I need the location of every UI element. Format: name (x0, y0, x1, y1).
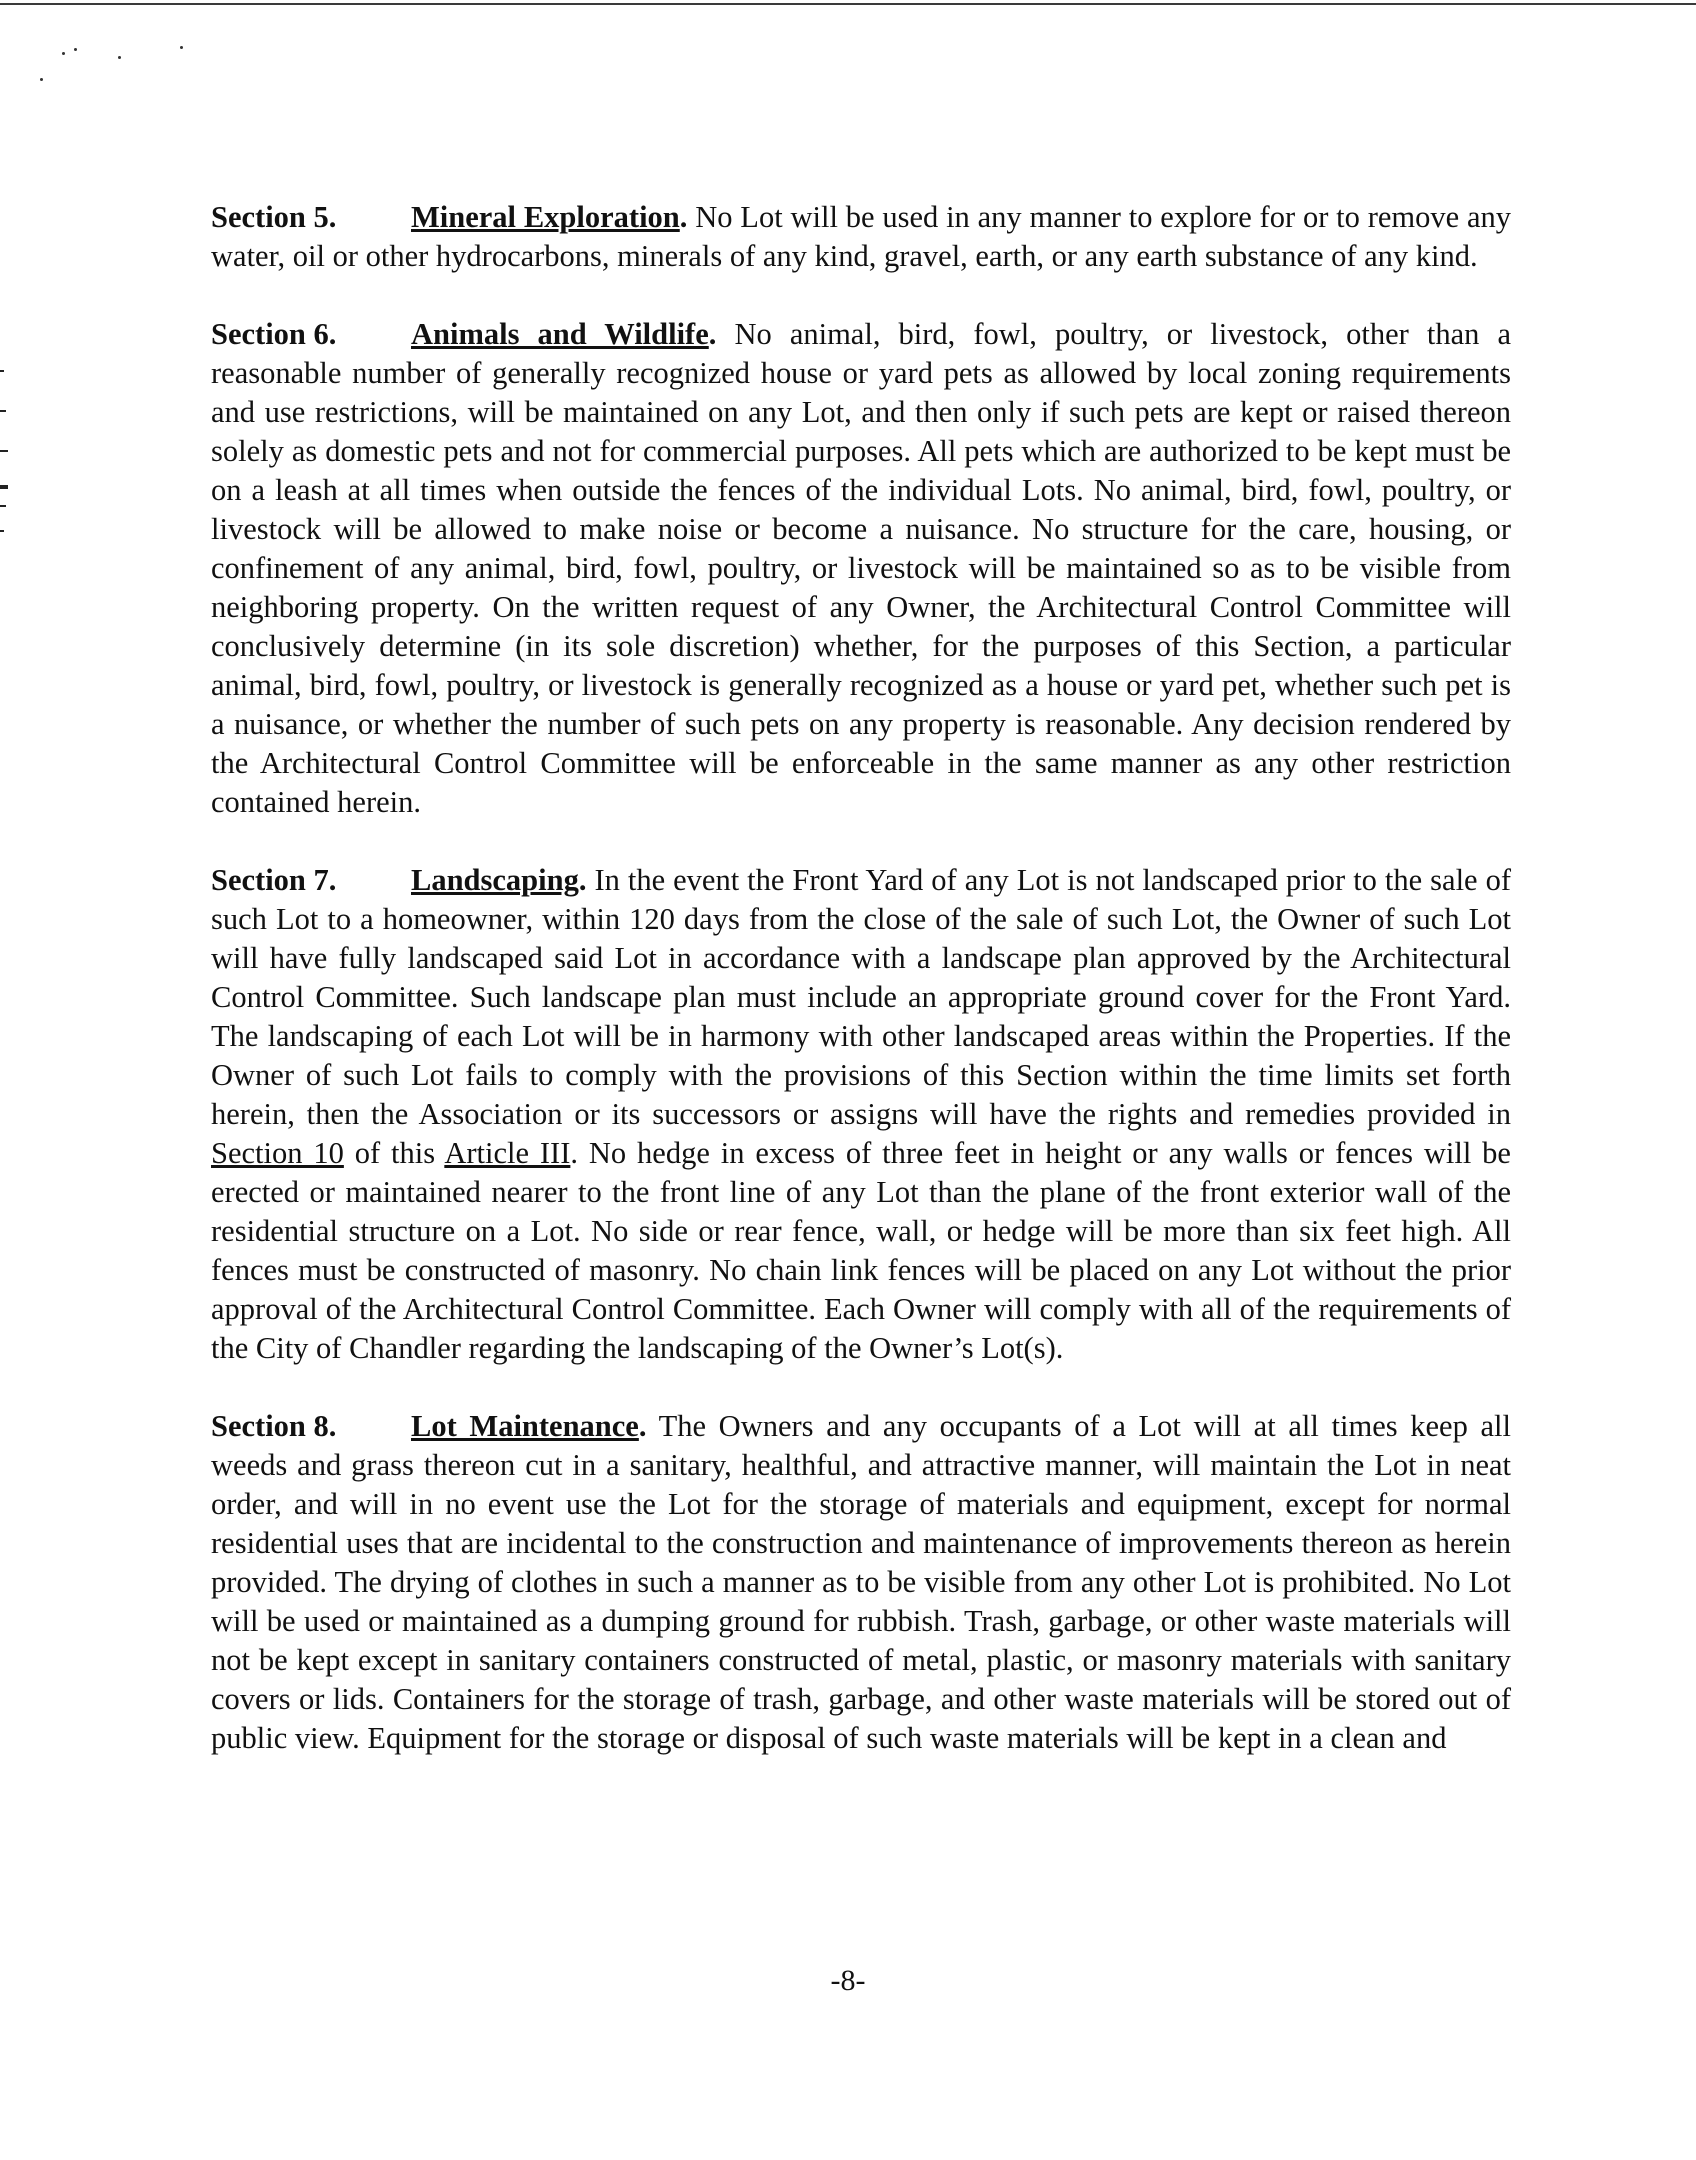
document-body (211, 198, 1511, 1797)
scan-speck (180, 46, 183, 49)
section-label: Section 6. (211, 317, 337, 351)
section-label: Section 7. (211, 863, 337, 897)
scan-speck (118, 56, 121, 59)
section-body: No Lot will be used in any manner to explore for or to remove any water, oil or other hydrocarbons, minerals of any kind, gravel, earth, or any earth substance of any kind. (211, 200, 1512, 273)
section-body: No animal, bird, fowl, poultry, or livestock, other than a reasonable number of generally recognized house or yard pets as allowed by local zoning requirements and use restrictions, will be maintained on any Lot, and then only if such pets are kept or raised thereon solely as domestic pets and not for commercial purposes. All pets which are authorized to be kept must be on a leash at all times when outside the fences of the individual Lots. No animal, bird, fowl, poultry, or livestock will be allowed to make noise or become a nuisance. No structure for the care, housing, or confinement of any animal, bird, fowl, poultry, or livestock will be maintained so as to be visible from neighboring property. On the written request of any Owner, the Architectural Control Committee will conclusively determine (in its sole discretion) whether, for the purposes of this Section, a particular animal, bird, fowl, poultry, or livestock is generally recognized as a house or yard pet, whether such pet is a nuisance, or whether the number of such pets on any property is reasonable. Any decision rendered by the Architectural Control Committee will be enforceable in the same manner as any other restriction contained herein. (211, 317, 1511, 819)
section-8: Section 8. Lot Maintenance. The Owners and any occupants of a Lot will at all times keep all weeds and grass thereon cut in a sanitary, healthful, and attractive manner, will maintain the Lot in neat order, and will in no event use the Lot for the storage of materials and equipment, except for normal residential uses that are incidental to the construction and maintenance of improvements thereon as herein provided. The drying of clothes in such a manner as to be visible from any other Lot is prohibited. No Lot will be used or maintained as a dumping ground for rubbish. Trash, garbage, or other waste materials will not be kept except in sanitary containers constructed of metal, plastic, or masonry materials with sanitary covers or lids. Containers for the storage of trash, garbage, and other waste materials will be stored out of public view. Equipment for the storage or disposal of such waste materials will be kept in a clean and (211, 1409, 1511, 1755)
section-body: The Owners and any occupants of a Lot will at all times keep all weeds and grass thereon cut in a sanitary, healthful, and attractive manner, will maintain the Lot in neat order, and will in no event use the Lot for the storage of materials and equipment, except for normal residential uses that are incidental to the construction and maintenance of improvements thereon as herein provided. The drying of clothes in such a manner as to be visible from any other Lot is prohibited. No Lot will be used or maintained as a dumping ground for rubbish. Trash, garbage, or other waste materials will not be kept except in sanitary containers constructed of metal, plastic, or masonry materials with sanitary covers or lids. Containers for the storage of trash, garbage, and other waste materials will be stored out of public view. Equipment for the storage or disposal of such waste materials will be kept in a clean and (211, 1409, 1511, 1755)
section-title: Landscaping (411, 863, 579, 897)
scan-speck (74, 48, 77, 51)
section-body: . No hedge in excess of three feet in height or any walls or fences will be erected or maintained nearer to the front line of any Lot than the plane of the front exterior wall of the residential structure on a Lot. No side or rear fence, wall, or hedge will be more than six feet high. All fences must be constructed of masonry. No chain link fences will be placed on any Lot without the prior approval of the Architectural Control Committee. Each Owner will comply with all of the requirements of the City of Chandler regarding the landscaping of the Owner’s Lot(s). (211, 1136, 1511, 1365)
scan-border-line (0, 3, 1696, 5)
scan-speck (40, 78, 43, 81)
section-7: Section 7. Landscaping. In the event the Front Yard of any Lot is not landscaped prior to the sale of such Lot to a homeowner, within 120 days from the close of the sale of such Lot, the Owner of such Lot will have fully landscaped said Lot in accordance with a landscape plan approved by the Architectural Control Committee. Such landscape plan must include an appropriate ground cover for the Front Yard. The landscaping of each Lot will be in harmony with other landscaped areas within the Properties. If the Owner of such Lot fails to comply with the provisions of this Section within the time limits set forth herein, then the Association or its successors or assigns will have the rights and remedies provided in Section 10 of this Article III. No hedge in excess of three feet in height or any walls or fences will be erected or maintained nearer to the front line of any Lot than the plane of the front exterior wall of the residential structure on a Lot. No side or rear fence, wall, or hedge will be more than six feet high. All fences must be constructed of masonry. No chain link fences will be placed on any Lot without the prior approval of the Architectural Control Committee. Each Owner will comply with all of the requirements of the City of Chandler regarding the landscaping of the Owner’s Lot(s). (211, 863, 1512, 1365)
section-body: In the event the Front Yard of any Lot is not landscaped prior to the sale of such Lot to a homeowner, within 120 days from the close of the sale of such Lot, the Owner of such Lot will have fully landscaped said Lot in accordance with a landscape plan approved by the Architectural Control Committee. Such landscape plan must include an appropriate ground cover for the Front Yard. The landscaping of each Lot will be in harmony with other landscaped areas within the Properties. If the Owner of such Lot fails to comply with the provisions of this Section within the time limits set forth herein, then the Association or its successors or assigns will have the rights and remedies provided in (211, 863, 1512, 1131)
article-reference: Article III (444, 1136, 571, 1170)
section-label: Section 5. (211, 200, 337, 234)
section-title: Lot Maintenance (411, 1409, 639, 1443)
section-label: Section 8. (211, 1409, 337, 1443)
section-6: Section 6. Animals and Wildlife. No animal, bird, fowl, poultry, or livestock, other than a reasonable number of generally recognized house or yard pets as allowed by local zoning requirements and use restrictions, will be maintained on any Lot, and then only if such pets are kept or raised thereon solely as domestic pets and not for commercial purposes. All pets which are authorized to be kept must be on a leash at all times when outside the fences of the individual Lots. No animal, bird, fowl, poultry, or livestock will be allowed to make noise or become a nuisance. No structure for the care, housing, or confinement of any animal, bird, fowl, poultry, or livestock will be maintained so as to be visible from neighboring property. On the written request of any Owner, the Architectural Control Committee will conclusively determine (in its sole discretion) whether, for the purposes of this Section, a particular animal, bird, fowl, poultry, or livestock is generally recognized as a house or yard pet, whether such pet is a nuisance, or whether the number of such pets on any property is reasonable. Any decision rendered by the Architectural Control Committee will be enforceable in the same manner as any other restriction contained herein. (211, 317, 1511, 819)
section-title: Mineral Exploration (411, 200, 680, 234)
section-body: of this (354, 1136, 436, 1170)
section-title: Animals and Wildlife (411, 317, 709, 351)
scan-speck (62, 52, 65, 55)
page-number: -8- (830, 1964, 866, 1997)
scan-margin-marks (0, 300, 10, 540)
section-5: Section 5. Mineral Exploration. No Lot will be used in any manner to explore for or to remove any water, oil or other hydrocarbons, minerals of any kind, gravel, earth, or any earth substance of any kind. (211, 200, 1512, 273)
section-reference: Section 10 (211, 1136, 344, 1170)
